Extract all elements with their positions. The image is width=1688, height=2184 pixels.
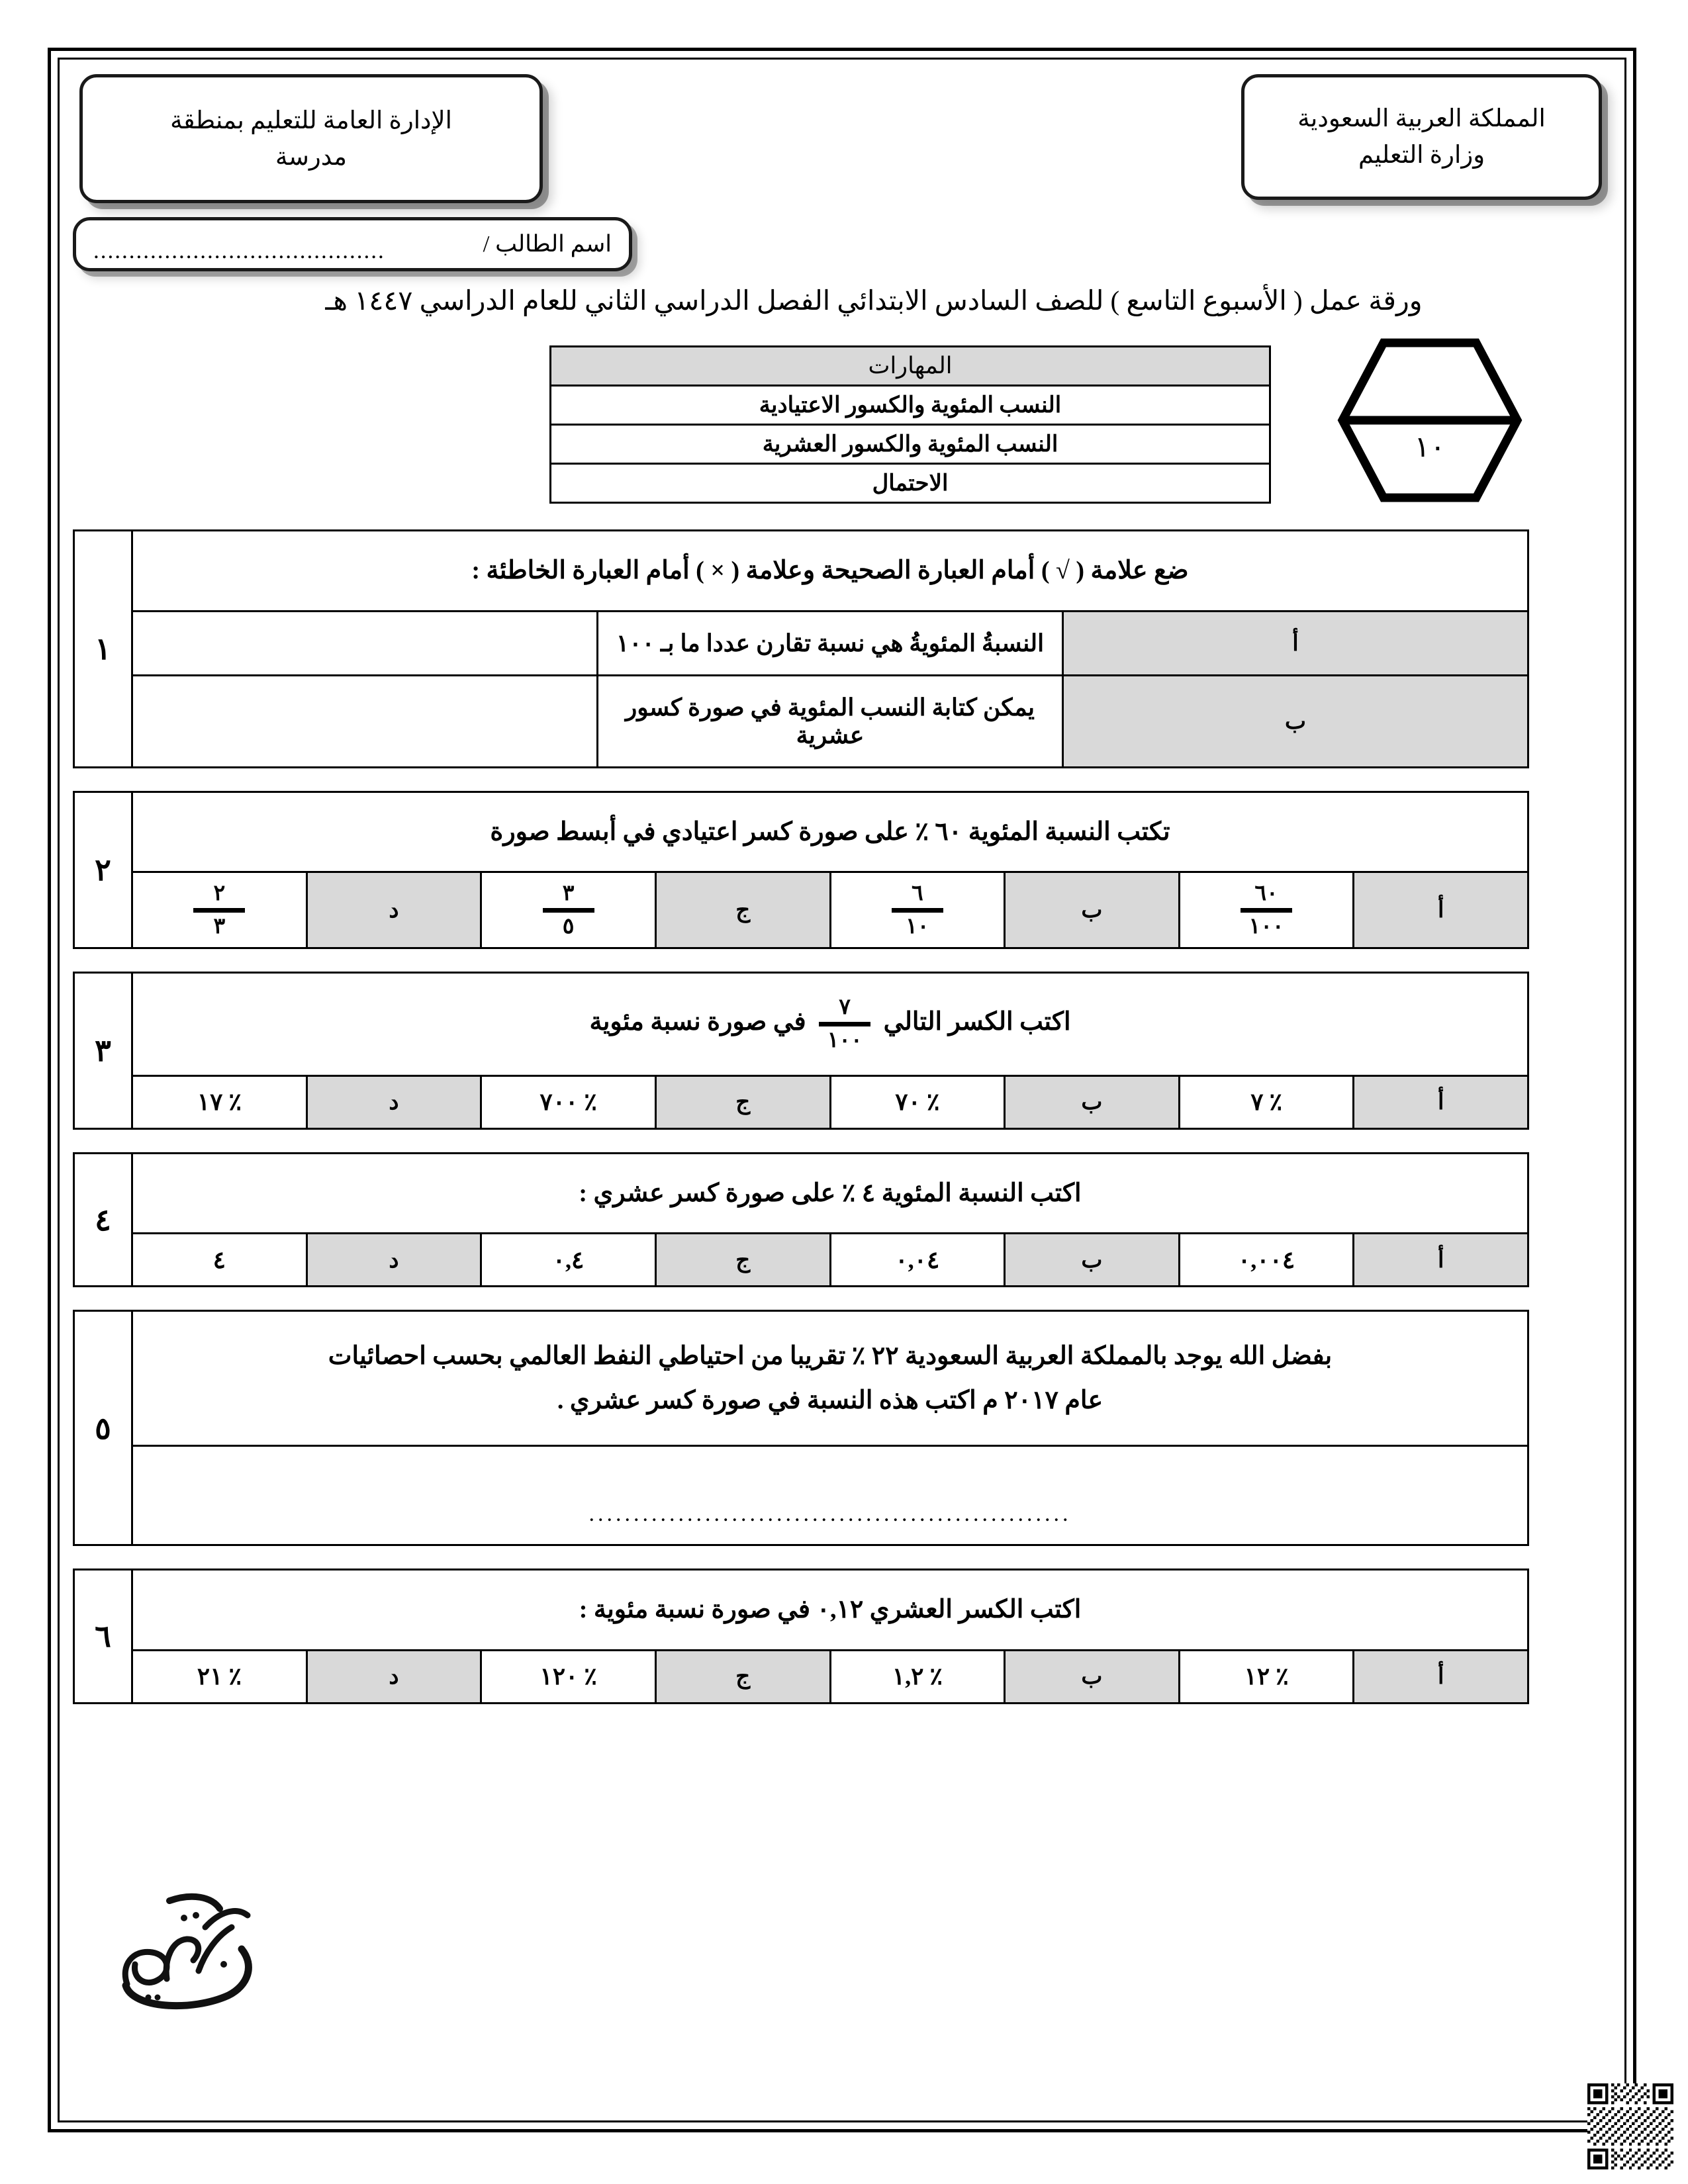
question-5-number: ٥ bbox=[74, 1311, 132, 1545]
question-3-prompt bbox=[132, 973, 1528, 1075]
teacher-signature bbox=[106, 1886, 278, 2019]
question-1-item-b-answer-box[interactable] bbox=[132, 675, 598, 767]
worksheet-content bbox=[73, 66, 1615, 2118]
question-3-option-c-value[interactable]: ٪ ٧٠٠ bbox=[481, 1075, 656, 1128]
question-4-number: ٤ bbox=[74, 1153, 132, 1287]
question-4 bbox=[73, 1152, 1529, 1288]
question-4-prompt: اكتب النسبة المئوية ٤ ٪ على صورة كسر عشري : bbox=[132, 1153, 1528, 1234]
question-6-option-a-letter[interactable]: أ bbox=[1354, 1650, 1528, 1703]
question-1-number: ١ bbox=[74, 531, 132, 768]
qr-code-icon bbox=[1587, 2083, 1673, 2169]
question-3-option-a-letter[interactable]: أ bbox=[1354, 1075, 1528, 1128]
question-3-option-d-letter[interactable]: د bbox=[306, 1075, 481, 1128]
fraction-numerator: ٧ bbox=[839, 995, 851, 1020]
skills-section bbox=[73, 331, 1615, 506]
question-3-option-c-letter[interactable]: ج bbox=[655, 1075, 830, 1128]
question-4-option-b-letter[interactable]: ب bbox=[1005, 1234, 1180, 1287]
school-label: مدرسة bbox=[275, 143, 347, 171]
question-3-prompt-before: اكتب الكسر التالي bbox=[883, 1008, 1071, 1036]
question-4-option-a-value[interactable]: ٠,٠٠٤ bbox=[1179, 1234, 1354, 1287]
fraction-bar bbox=[819, 1022, 870, 1026]
question-6-option-a-value[interactable]: ٪ ١٢ bbox=[1179, 1650, 1354, 1703]
fraction-denominator: ١٠٠ bbox=[1248, 914, 1284, 938]
student-name-field[interactable] bbox=[73, 217, 632, 271]
table-row bbox=[551, 464, 1270, 503]
question-1-item-b-letter: ب bbox=[1063, 675, 1528, 767]
question-5-prompt-row bbox=[74, 1311, 1528, 1446]
questions-container bbox=[73, 529, 1529, 1727]
question-6 bbox=[73, 1569, 1529, 1704]
fraction-numerator: ٦ bbox=[911, 882, 923, 905]
question-5-prompt-line1: بفضل الله يوجد بالمملكة العربية السعودية ٢٢ ٪ تقريبا من احتياطي النفط العالمي بحسب احصائيات bbox=[328, 1342, 1333, 1371]
question-1 bbox=[73, 529, 1529, 768]
fraction-bar bbox=[892, 908, 943, 913]
fraction-bar bbox=[193, 908, 245, 913]
fraction-bar bbox=[543, 908, 594, 913]
question-1-prompt-row bbox=[74, 531, 1528, 612]
question-2-options-row bbox=[74, 872, 1528, 948]
ministry-label: وزارة التعليم bbox=[1358, 142, 1485, 169]
question-6-option-b-letter[interactable]: ب bbox=[1005, 1650, 1180, 1703]
skills-table-header-row bbox=[551, 347, 1270, 386]
question-3-prompt-row bbox=[74, 973, 1528, 1075]
student-name-label: اسم الطالب / bbox=[483, 231, 612, 257]
question-5 bbox=[73, 1310, 1529, 1546]
score-value: ١٠ bbox=[1414, 431, 1446, 463]
question-1-item-a-answer-box[interactable] bbox=[132, 611, 598, 675]
question-6-prompt: اكتب الكسر العشري ٠,١٢ في صورة نسبة مئوية : bbox=[132, 1570, 1528, 1651]
question-2-option-d-letter[interactable]: د bbox=[306, 872, 481, 948]
student-name-dots: ......................................... bbox=[93, 238, 385, 263]
fraction bbox=[1241, 882, 1292, 938]
fraction-bar bbox=[1241, 908, 1292, 913]
question-4-prompt-row bbox=[74, 1153, 1528, 1234]
fraction bbox=[892, 882, 943, 938]
question-2-prompt: تكتب النسبة المئوية ٦٠ ٪ على صورة كسر اعتيادي في أبسط صورة bbox=[132, 792, 1528, 872]
question-3-option-a-value[interactable]: ٪ ٧ bbox=[1179, 1075, 1354, 1128]
fraction-denominator: ٣ bbox=[213, 914, 226, 938]
skill-row-1: النسب المئوية والكسور الاعتيادية bbox=[551, 386, 1270, 425]
question-4-option-c-letter[interactable]: ج bbox=[655, 1234, 830, 1287]
question-3-number: ٣ bbox=[74, 973, 132, 1128]
qr-code bbox=[1587, 2083, 1673, 2169]
hexagon-shape bbox=[1337, 338, 1523, 503]
table-row bbox=[74, 611, 1528, 675]
question-2-option-a-value[interactable] bbox=[1179, 872, 1354, 948]
question-4-option-c-value[interactable]: ٠,٤ bbox=[481, 1234, 656, 1287]
education-directorate-box bbox=[79, 74, 543, 203]
question-4-option-b-value[interactable]: ٠,٠٤ bbox=[830, 1234, 1005, 1287]
question-6-number: ٦ bbox=[74, 1570, 132, 1704]
question-2-option-d-value[interactable] bbox=[132, 872, 307, 948]
table-row bbox=[74, 675, 1528, 767]
skills-header-cell: المهارات bbox=[551, 347, 1270, 386]
table-row bbox=[551, 425, 1270, 464]
question-2-prompt-row bbox=[74, 792, 1528, 872]
directorate-label: الإدارة العامة للتعليم بمنطقة bbox=[170, 107, 452, 134]
question-3-option-b-letter[interactable]: ب bbox=[1005, 1075, 1180, 1128]
fraction-numerator: ٦٠ bbox=[1254, 882, 1278, 905]
ministry-header-box bbox=[1241, 74, 1602, 200]
fraction bbox=[193, 882, 245, 938]
question-3-options-row bbox=[74, 1075, 1528, 1128]
document-header bbox=[73, 66, 1615, 208]
question-5-prompt bbox=[132, 1311, 1528, 1446]
question-6-prompt-row bbox=[74, 1570, 1528, 1651]
question-2-option-b-value[interactable] bbox=[830, 872, 1005, 948]
question-5-answer-dots: ...................................................... bbox=[588, 1501, 1072, 1526]
question-3-prompt-after: في صورة نسبة مئوية bbox=[589, 1008, 806, 1036]
question-3 bbox=[73, 972, 1529, 1129]
question-5-answer-row bbox=[74, 1446, 1528, 1545]
question-2 bbox=[73, 791, 1529, 950]
question-6-option-c-letter[interactable]: ج bbox=[655, 1650, 830, 1703]
question-4-option-a-letter[interactable]: أ bbox=[1354, 1234, 1528, 1287]
fraction-denominator: ١٠ bbox=[906, 914, 929, 938]
skill-row-3: الاحتمال bbox=[551, 464, 1270, 503]
question-3-prompt-fraction bbox=[819, 996, 870, 1052]
question-6-option-c-value[interactable]: ٪ ١٢٠ bbox=[481, 1650, 656, 1703]
fraction bbox=[543, 882, 594, 938]
kingdom-label: المملكة العربية السعودية bbox=[1297, 105, 1546, 132]
question-1-item-b-text: يمكن كتابة النسب المئوية في صورة كسور عشرية bbox=[598, 675, 1063, 767]
question-4-options-row bbox=[74, 1234, 1528, 1287]
question-2-option-c-value[interactable] bbox=[481, 872, 656, 948]
score-hexagon bbox=[1337, 338, 1523, 503]
question-6-option-b-value[interactable]: ٪ ١,٢ bbox=[830, 1650, 1005, 1703]
fraction-denominator: ٥ bbox=[562, 914, 575, 938]
fraction-denominator: ١٠٠ bbox=[827, 1028, 863, 1052]
question-2-option-a-letter[interactable]: أ bbox=[1354, 872, 1528, 948]
fraction-numerator: ٢ bbox=[213, 882, 226, 905]
question-6-option-d-letter[interactable]: د bbox=[306, 1650, 481, 1703]
question-1-prompt: ضع علامة ( √ ) أمام العبارة الصحيحة وعلامة ( × ) أمام العبارة الخاطئة : bbox=[132, 531, 1528, 612]
question-3-option-d-value[interactable]: ٪ ١٧ bbox=[132, 1075, 307, 1128]
question-1-item-a-letter: أ bbox=[1063, 611, 1528, 675]
question-4-option-d-value[interactable]: ٤ bbox=[132, 1234, 307, 1287]
skill-row-2: النسب المئوية والكسور العشرية bbox=[551, 425, 1270, 464]
question-1-item-a-text: النسبةُ المئويةُ هي نسبة تقارن عددا ما بـ ١٠٠ bbox=[598, 611, 1063, 675]
question-4-option-d-letter[interactable]: د bbox=[306, 1234, 481, 1287]
skills-table bbox=[549, 345, 1271, 504]
question-5-answer-area[interactable] bbox=[132, 1446, 1528, 1545]
question-3-option-b-value[interactable]: ٪ ٧٠ bbox=[830, 1075, 1005, 1128]
question-2-option-c-letter[interactable]: ج bbox=[655, 872, 830, 948]
question-5-prompt-line2: عام ٢٠١٧ م اكتب هذه النسبة في صورة كسر عشري . bbox=[557, 1386, 1103, 1414]
fraction-numerator: ٣ bbox=[562, 882, 575, 905]
question-2-option-b-letter[interactable]: ب bbox=[1005, 872, 1180, 948]
question-6-option-d-value[interactable]: ٪ ٢١ bbox=[132, 1650, 307, 1703]
page-title: ورقة عمل ( الأسبوع التاسع ) للصف السادس الابتدائي الفصل الدراسي الثاني للعام الدراسي ١٤٤٧ هـ bbox=[325, 285, 1423, 316]
question-2-number: ٢ bbox=[74, 792, 132, 948]
table-row bbox=[551, 386, 1270, 425]
question-6-options-row bbox=[74, 1650, 1528, 1703]
signature-icon bbox=[106, 1886, 278, 2019]
